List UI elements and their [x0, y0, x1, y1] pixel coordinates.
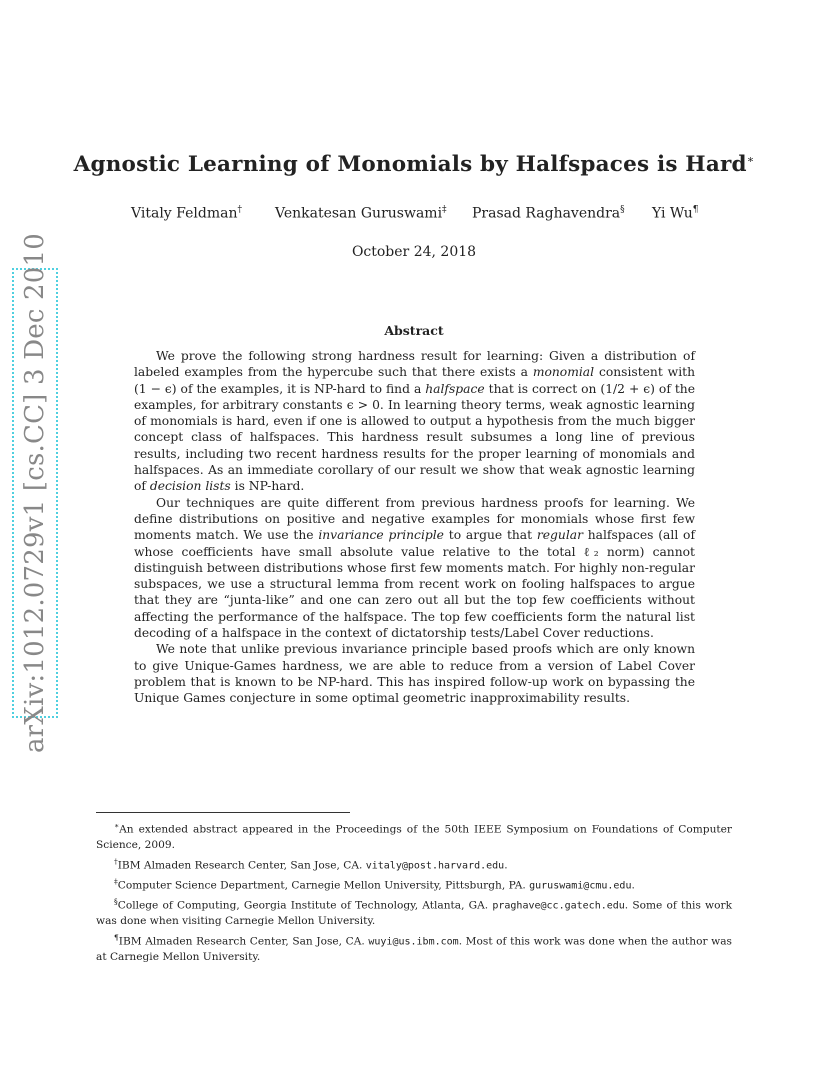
footnote-text: .: [504, 859, 508, 872]
abstract-body: [134, 348, 695, 707]
abstract-text: to argue that: [443, 528, 537, 543]
author-guruswami: [275, 205, 447, 222]
abstract-text: is NP-hard.: [230, 479, 305, 494]
abstract-text: consistent with (1 − ϵ) of the examples, it is NP-hard to find a: [134, 365, 695, 396]
footnote-mark: ∗: [114, 821, 120, 830]
abstract-paragraph-1: [134, 348, 695, 495]
footnote-1: [96, 818, 732, 854]
author-name: Prasad Raghavendra: [472, 205, 621, 222]
footnotes: [96, 818, 732, 965]
footnote-mark: ¶: [114, 932, 119, 942]
footnote-text: An extended abstract appeared in the Proceedings of the 50th IEEE Symposium on Foundations of Computer Science, 2009.: [96, 823, 732, 852]
footnote-4: [96, 894, 732, 930]
footnote-email-link[interactable]: praghave@cc.gatech.edu: [492, 900, 625, 912]
footnote-mark: †: [114, 856, 118, 866]
footnote-text: . Some of this work was done when visiting Carnegie Mellon University.: [96, 899, 732, 928]
footnote-text: College of Computing, Georgia Institute of Technology, Atlanta, GA.: [117, 899, 493, 912]
author-name: Vitaly Feldman: [131, 205, 238, 222]
footnote-rule: [96, 812, 350, 813]
author-name: Venkatesan Guruswami: [275, 205, 443, 222]
abstract-paragraph-3: We note that unlike previous invariance principle based proofs which are only known to give Unique-Games hardness, we are able to reduce from a version of Label Cover problem that is known to be NP-hard. This has inspired follow-up work on bypassing the Unique Games conjecture in some optimal geometric inapproximability results.: [134, 642, 695, 706]
footnote-5: [96, 930, 732, 966]
abstract-text: halfspaces (all of whose coefficients have small absolute value relative to the total ℓ₂ norm) cannot distinguish between distributions whose first few moments match. For highly non-regular subspaces, we use a structural lemma from recent work on fooling halfspaces to argue that they are “junta-like” and one can zero out all but the top few coefficients without affecting the performance of the halfspace. The top few coefficients form the natural list decoding of a halfspace in the context of dictatorship tests/Label Cover reductions.: [134, 528, 695, 641]
paper-date: October 24, 2018: [351, 244, 477, 260]
title-text: Agnostic Learning of Monomials by Halfspaces is Hard: [73, 152, 747, 177]
title-footnote-mark: ∗: [746, 152, 755, 166]
abstract-emphasis: invariance principle: [318, 528, 444, 543]
abstract-emphasis: decision lists: [149, 479, 231, 494]
footnote-email-link[interactable]: guruswami@cmu.edu: [529, 880, 632, 892]
author-wu: [652, 205, 699, 222]
author-mark: †: [237, 205, 242, 215]
abstract-emphasis: monomial: [532, 365, 595, 380]
abstract-text: that is correct on (1/2 + ϵ) of the examples, for arbitrary constants ϵ > 0. In learning theory terms, weak agnostic learning of monomials is hard, even if one is allowed to output a hypothesis from the much bigger concept class of halfspaces. This hardness result subsumes a long line of previous results, including two recent hardness results for the proper learning of monomials and halfspaces. As an immediate corollary of our result we show that weak agnostic learning of: [134, 381, 695, 494]
footnote-3: [96, 874, 732, 894]
footnote-text: IBM Almaden Research Center, San Jose, CA.: [118, 935, 369, 948]
abstract-text: We prove the following strong hardness result for learning: Given a distribution of labeled examples from the hypercube such that there exists a: [134, 349, 695, 380]
footnote-text: Computer Science Department, Carnegie Mellon University, Pittsburgh, PA.: [117, 879, 530, 892]
footnote-text: . Most of this work was done when the author was at Carnegie Mellon University.: [96, 935, 732, 963]
footnote-email-link[interactable]: vitaly@post.harvard.edu: [365, 860, 505, 872]
author-mark: §: [620, 205, 625, 215]
footnote-mark: §: [114, 896, 118, 906]
author-raghavendra: [472, 205, 625, 222]
footnote-text: IBM Almaden Research Center, San Jose, CA.: [117, 859, 366, 872]
abstract-paragraph-2: [134, 495, 695, 642]
author-mark: ‡: [442, 205, 447, 215]
author-mark: ¶: [692, 205, 699, 215]
author-feldman: [131, 205, 242, 222]
abstract-text: Our techniques are quite different from previous hardness proofs for learning. We define distributions on positive and negative examples for monomials whose first few moments match. We use the: [134, 495, 695, 543]
footnote-mark: ‡: [114, 876, 118, 886]
footnote-text: .: [631, 879, 635, 892]
author-name: Yi Wu: [652, 205, 693, 222]
arxiv-id-text: arXiv:1012.0729v1 [cs.CC] 3 Dec 2010: [20, 232, 50, 754]
abstract-emphasis: regular: [536, 528, 583, 543]
footnote-email-link[interactable]: wuyi@us.ibm.com: [368, 936, 459, 948]
abstract-emphasis: halfspace: [425, 381, 485, 396]
paper-title: [0, 152, 828, 177]
footnote-2: [96, 854, 732, 874]
abstract-heading: Abstract: [384, 323, 444, 338]
